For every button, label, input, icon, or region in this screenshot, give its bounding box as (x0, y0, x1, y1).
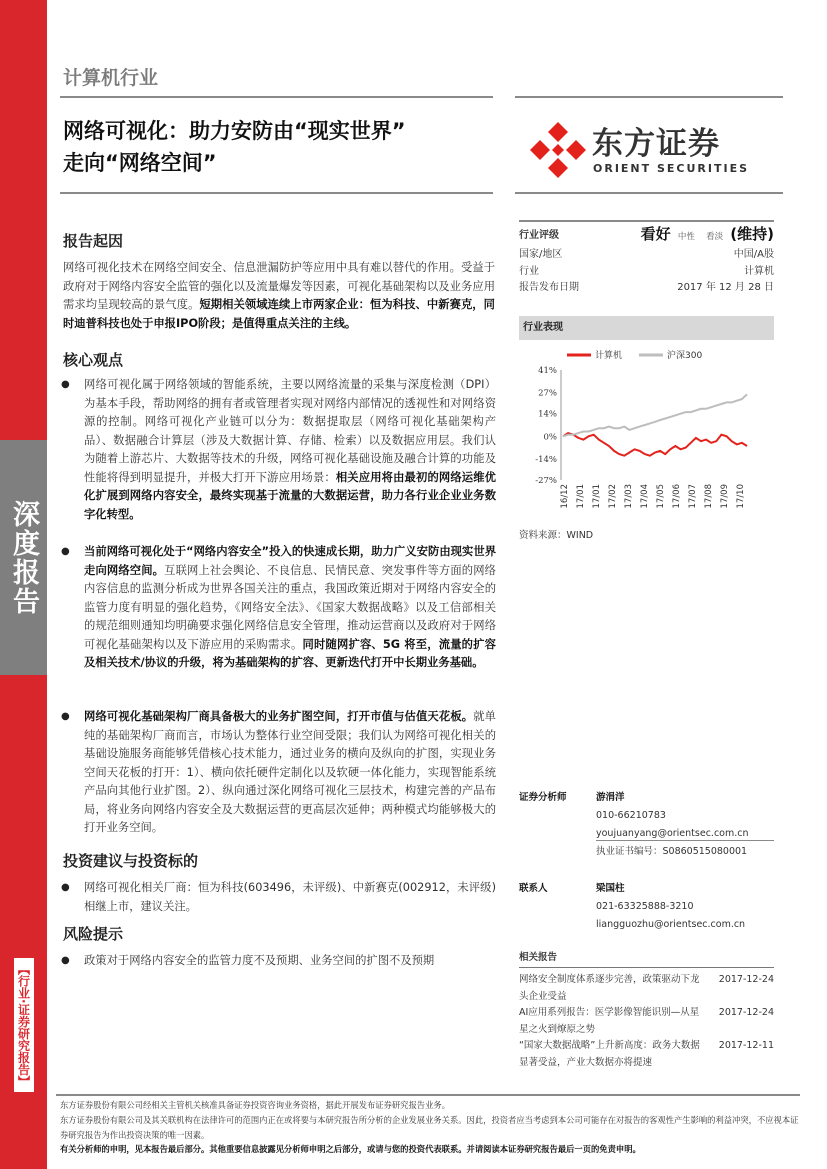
x-tick-label: 17/03 (624, 484, 634, 509)
disclaimer-footer: 东方证券股份有限公司经相关主管机关核准具备证券投资咨询业务资格，据此开展发布证券研究报告业务。 东方证券股份有限公司及其关联机构在法律许可的范围内正在或将要与本研究报告所分析的企业发展业务关系。因此，投资者应当考虑到本公司可能存在对报告的客观性产生影响的利益冲突，不应视本证券研究报告为作出投资决策的唯一因素。 有关分析师的申明，见本报告最后部分。其他重要信息披露见分析师申明之后部分，或请与您的投资代表联系。并请阅读本证券研究报告最后一页的免责申明。 (60, 1100, 799, 1155)
bullet-icon: ● (61, 711, 70, 722)
section-heading: 核心观点 (63, 351, 124, 369)
report-type-tag: 深度报告 (0, 440, 47, 675)
bullet-icon: ● (61, 379, 70, 390)
divider (60, 96, 493, 98)
analyst-info: 游涓洋 010-66210783 youjuanyang@orientsec.com.cn 执业证书编号：S0860515080001 (596, 792, 749, 857)
x-tick-label: 17/05 (656, 484, 666, 509)
x-tick-label: 17/10 (736, 484, 746, 509)
bullet-icon: ● (61, 955, 70, 966)
y-tick-label: -14% (535, 454, 557, 465)
series-label: 【行业·证券研究报告】 (14, 958, 34, 1092)
industry-performance-chart (519, 345, 781, 513)
related-report-item[interactable]: AI应用系列报告：医学影像智能识别—从星星之火到燎原之势 2017-12-24 (519, 1007, 774, 1035)
point-paragraph: 网络可视化属于网络领域的智能系统，主要以网络流量的采集与深度检测（DPI）为基本手段，帮助网络的拥有者或管理者实现对网络内部情况的透视性和对网络资源的控制。网络可视化产业链可以分为：数据提取层（网络可视化基础架构产品）、数据融合计算层（涉及大数据计算、存储、检索）以及数据应用层。我们认为随着上游芯片、大数据等技术的升级，网络可视化基础设施及融合计算的功能及性能将得到明显提升，并极大打开下游应用场景：相关应用将由最初的网络运维优化扩展到网络内容安全，最终实现基于流量的大数据运营，助力各行业企业业务数字化转型。 (84, 378, 496, 521)
x-tick-label: 17/01 (576, 484, 586, 509)
analyst-email[interactable]: youjuanyang@orientsec.com.cn (596, 828, 749, 839)
x-tick-label: 17/09 (720, 484, 730, 509)
bullet-icon: ● (61, 546, 70, 557)
divider (596, 840, 774, 841)
series-line (563, 433, 747, 456)
divider (515, 192, 783, 194)
x-tick-label: 17/04 (640, 484, 650, 509)
y-tick-label: 14% (538, 409, 557, 420)
logo-text-en: ORIENT SECURITIES (593, 162, 750, 175)
logo-mark-icon (530, 122, 586, 178)
divider (515, 96, 783, 98)
y-tick-label: 41% (538, 366, 557, 376)
chart-source: 资料来源：WIND (519, 530, 594, 541)
contact-info: 梁国柱 021-63325888-3210 liangguozhu@orientsec.com.cn (596, 880, 745, 934)
section-heading: 风险提示 (63, 925, 124, 943)
contact-email[interactable]: liangguozhu@orientsec.com.cn (596, 919, 746, 930)
x-tick-label: 17/01 (592, 484, 602, 509)
page-title: 网络可视化：助力安防由“现实世界” 走向“网络空间” (63, 119, 406, 175)
invest-paragraph: 网络可视化相关厂商：恒为科技(603496，未评级)、中新赛克(002912，未评级)相继上市，建议关注。 (84, 881, 496, 913)
contact-role: 联系人 (519, 883, 548, 894)
rating-row: 国家/地区 中国/A股 (519, 248, 774, 260)
x-tick-label: 17/02 (608, 484, 618, 509)
related-report-item[interactable]: 网络安全制度体系逐步完善，政策驱动下龙头企业受益 2017-12-24 (519, 974, 774, 1002)
section-heading: 投资建议与投资标的 (63, 852, 199, 870)
x-tick-label: 16/12 (560, 484, 570, 509)
origin-paragraph: 网络可视化技术在网络空间安全、信息泄漏防护等应用中具有难以替代的作用。受益于政府对于网络内容安全监管的强化以及流量爆发等因素，可视化基础架构以及业务应用需求均呈现较高的景气度。短期相关领域连续上市两家企业：恒为科技、中新赛克，同时迪普科技也处于申报IPO阶段；是值得重点关注的主线。 (63, 261, 495, 330)
related-reports: 相关报告 网络安全制度体系逐步完善，政策驱动下龙头企业受益 2017-12-24 AI应用系列报告：医学影像智能识别—从星星之火到燎原之势 2017-12-24 “国家大数据战略”上升新高度：政务大数据显著受益，产业大数据亦将提速 2017-12-11 (519, 949, 774, 1071)
related-report-item[interactable]: “国家大数据战略”上升新高度：政务大数据显著受益，产业大数据亦将提速 2017-12-11 (519, 1040, 774, 1068)
x-tick-label: 17/06 (672, 484, 682, 509)
bullet-icon: ● (61, 882, 70, 893)
legend-label: 沪深300 (667, 351, 703, 361)
company-logo (530, 118, 790, 184)
industry-label: 计算机行业 (63, 67, 159, 89)
analyst-role: 证券分析师 (519, 792, 567, 803)
risk-paragraph: 政策对于网络内容安全的监管力度不及预期、业务空间的扩图不及预期 (84, 954, 435, 967)
rating-row: 报告发布日期 2017 年 12 月 28 日 (519, 282, 774, 294)
point-paragraph: 当前网络可视化处于“网络内容安全”投入的快速成长期，助力广义安防由现实世界走向网络空间。互联网上社会舆论、不良信息、民情民意、突发事件等方面的网络内容信息的监测分析成为世界各国关注的重点，我国政策近期对于网络内容安全的监管力度有明显的强化趋势，《网络安全法》、《国家大数据战略》以及工信部相关的规范细则通知均明确要求强化网络信息安全管理，推动运营商以及政府对于网络可视化基础架构以及下游应用的采购需求。同时随网扩容、5G 将至，流量的扩容及相关技术/协议的升级，将为基础架构的扩容、更新迭代打开中长期业务基础。 (84, 545, 496, 669)
point-paragraph: 网络可视化基础架构厂商具备极大的业务扩图空间，打开市值与估值天花板。就单纯的基础架构厂商而言，市场认为整体行业空间受限；我们认为网络可视化相关的基础设施服务商能够凭借核心技术能力，通过业务的横向及纵向的扩图，实现业务空间天花板的打开：1）、横向依托硬件定制化以及软硬一体化能力，实现智能系统产品向其他行业扩图。2）、纵向通过深化网络可视化三层技术，构建完善的产品布局，将业务向网络内容安全及大数据运营的更高层次延伸；两种模式均能够极大的打开业务空间。 (84, 710, 496, 834)
divider (56, 1094, 800, 1096)
y-tick-label: 27% (538, 388, 557, 399)
rating-table: 行业评级 看好 中性 看淡 (维持) 国家/地区 中国/A股 行业 计算机 报告发布日期 2017 年 12 月 28 日 (519, 224, 774, 294)
x-tick-label: 17/07 (688, 484, 698, 509)
section-heading: 报告起因 (63, 232, 124, 250)
y-tick-label: -27% (535, 476, 557, 486)
divider (60, 192, 493, 194)
x-tick-label: 17/08 (704, 484, 714, 509)
y-tick-label: 0% (543, 432, 557, 443)
performance-header: 行业表现 (519, 316, 774, 340)
rating-row: 行业 计算机 (519, 265, 774, 277)
series-line (563, 394, 747, 436)
logo-text-cn: 东方证券 (592, 126, 720, 162)
legend-label: 计算机 (595, 351, 623, 361)
